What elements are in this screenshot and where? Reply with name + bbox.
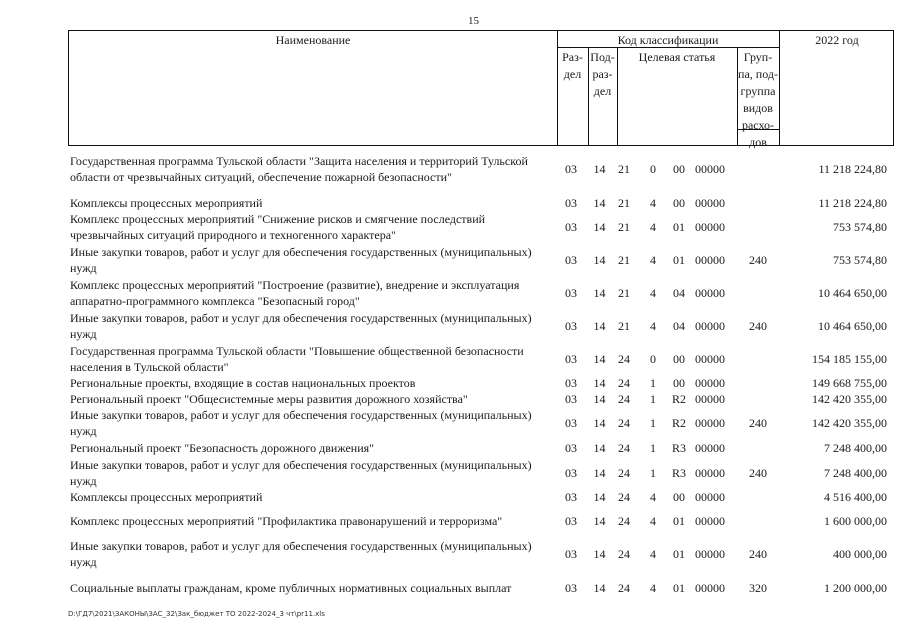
row-podrazdel: 14: [593, 286, 606, 300]
row-name: Иные закупки товаров, работ и услуг для обеспечения государственных (муниципальных) нужд: [70, 245, 532, 275]
row-measure-code: 00: [673, 352, 685, 366]
row-measure-code: 01: [673, 220, 685, 234]
footer-file-path: D:\ГД7\2021\ЗАКОНЫ\ЗАС_32\Зак_бюджет ТО 2022-2024_3 чт\pr11.xls: [68, 610, 325, 618]
row-amount: 10 464 650,00: [818, 319, 887, 333]
row-subprogram-code: 1: [650, 392, 656, 406]
row-program-code: 24: [618, 392, 630, 406]
row-amount: 1 200 000,00: [824, 581, 887, 595]
row-name: Иные закупки товаров, работ и услуг для обеспечения государственных (муниципальных) нужд: [70, 311, 532, 341]
row-direction-code: 00000: [695, 319, 725, 333]
header-podrazdel: Под- раз- дел: [590, 50, 615, 98]
table-row: [0, 407, 905, 439]
row-direction-code: 00000: [695, 490, 725, 504]
page-number: 15: [468, 15, 479, 27]
row-program-code: 21: [618, 286, 630, 300]
table-row: [0, 211, 905, 243]
row-program-code: 24: [618, 490, 630, 504]
row-amount: 10 464 650,00: [818, 286, 887, 300]
header-code-classification: Код классификации: [617, 33, 719, 47]
row-podrazdel: 14: [593, 466, 606, 480]
row-measure-code: 01: [673, 581, 685, 595]
row-program-code: 21: [618, 253, 630, 267]
row-direction-code: 00000: [695, 162, 725, 176]
row-measure-code: 04: [673, 319, 685, 333]
row-razdel: 03: [565, 466, 577, 480]
row-razdel: 03: [565, 376, 577, 390]
row-name: Иные закупки товаров, работ и услуг для обеспечения государственных (муниципальных) нужд: [70, 408, 532, 438]
row-name: Региональные проекты, входящие в состав национальных проектов: [70, 376, 416, 390]
row-name: Социальные выплаты гражданам, кроме публичных нормативных социальных выплат: [70, 581, 512, 595]
table-row: [0, 513, 905, 529]
row-razdel: 03: [565, 253, 577, 267]
row-podrazdel: 14: [593, 220, 606, 234]
row-name: Иные закупки товаров, работ и услуг для обеспечения государственных (муниципальных) нужд: [70, 458, 532, 488]
row-razdel: 03: [565, 162, 577, 176]
row-amount: 400 000,00: [833, 547, 887, 561]
row-measure-code: 01: [673, 547, 685, 561]
row-podrazdel: 14: [593, 376, 606, 390]
row-razdel: 03: [565, 416, 577, 430]
header-name: Наименование: [275, 33, 351, 47]
row-program-code: 24: [618, 441, 630, 455]
row-subprogram-code: 4: [650, 581, 656, 595]
row-expense-type: 240: [749, 547, 767, 561]
table-row: [0, 375, 905, 391]
table-row: [0, 244, 905, 276]
row-program-code: 24: [618, 376, 630, 390]
row-podrazdel: 14: [593, 162, 606, 176]
row-name: Комплекс процессных мероприятий "Построение (развитие), внедрение и эксплуатация аппаратно-программного комплекса "Безопасный город": [70, 278, 520, 308]
row-amount: 7 248 400,00: [824, 466, 887, 480]
row-program-code: 24: [618, 514, 630, 528]
row-name: Региональный проект "Безопасность дорожного движения": [70, 441, 375, 455]
row-measure-code: R3: [671, 441, 686, 455]
table-row: [0, 343, 905, 375]
row-subprogram-code: 0: [650, 162, 656, 176]
row-measure-code: R2: [671, 392, 686, 406]
row-expense-type: 240: [749, 253, 767, 267]
row-direction-code: 00000: [695, 220, 725, 234]
row-measure-code: 00: [673, 490, 685, 504]
row-subprogram-code: 0: [650, 352, 656, 366]
row-amount: 4 516 400,00: [824, 490, 887, 504]
row-subprogram-code: 4: [650, 319, 656, 333]
row-name: Иные закупки товаров, работ и услуг для обеспечения государственных (муниципальных) нужд: [70, 539, 532, 569]
row-subprogram-code: 1: [650, 376, 656, 390]
row-subprogram-code: 4: [650, 286, 656, 300]
header-celevaya-statya: Целевая статья: [638, 50, 716, 64]
row-razdel: 03: [565, 581, 577, 595]
table-row: [0, 580, 905, 596]
row-program-code: 21: [618, 162, 630, 176]
row-razdel: 03: [565, 392, 577, 406]
row-subprogram-code: 4: [650, 547, 656, 561]
row-direction-code: 00000: [695, 376, 725, 390]
row-amount: 154 185 155,00: [812, 352, 887, 366]
row-expense-type: 240: [749, 319, 767, 333]
row-podrazdel: 14: [593, 490, 606, 504]
row-direction-code: 00000: [695, 466, 725, 480]
row-podrazdel: 14: [593, 547, 606, 561]
row-razdel: 03: [565, 490, 577, 504]
table-row: [0, 277, 905, 309]
row-razdel: 03: [565, 352, 577, 366]
header-gruppa-vidov: Груп- па, под- группа видов расхо- дов: [738, 50, 778, 149]
row-program-code: 24: [618, 547, 630, 561]
row-direction-code: 00000: [695, 286, 725, 300]
row-measure-code: 01: [673, 514, 685, 528]
row-direction-code: 00000: [695, 581, 725, 595]
table-row: [0, 457, 905, 489]
table-row: [0, 391, 905, 407]
table-row: [0, 538, 905, 570]
row-amount: 1 600 000,00: [824, 514, 887, 528]
row-podrazdel: 14: [593, 352, 606, 366]
table-row: [0, 195, 905, 211]
row-subprogram-code: 1: [650, 416, 656, 430]
row-measure-code: 04: [673, 286, 685, 300]
row-name: Комплексы процессных мероприятий: [70, 490, 263, 504]
row-direction-code: 00000: [695, 514, 725, 528]
row-amount: 11 218 224,80: [818, 196, 887, 210]
row-subprogram-code: 4: [650, 253, 656, 267]
row-amount: 753 574,80: [833, 253, 887, 267]
row-direction-code: 00000: [695, 253, 725, 267]
row-amount: 142 420 355,00: [812, 416, 887, 430]
table-row: [0, 489, 905, 505]
row-razdel: 03: [565, 286, 577, 300]
row-direction-code: 00000: [695, 547, 725, 561]
row-program-code: 24: [618, 581, 630, 595]
row-expense-type: 240: [749, 416, 767, 430]
row-name: Региональный проект "Общесистемные меры развития дорожного хозяйства": [70, 392, 468, 406]
row-program-code: 24: [618, 466, 630, 480]
row-amount: 142 420 355,00: [812, 392, 887, 406]
row-subprogram-code: 1: [650, 441, 656, 455]
row-podrazdel: 14: [593, 196, 606, 210]
row-razdel: 03: [565, 547, 577, 561]
row-measure-code: R2: [671, 416, 686, 430]
row-direction-code: 00000: [695, 392, 725, 406]
row-expense-type: 320: [749, 581, 767, 595]
row-direction-code: 00000: [695, 352, 725, 366]
row-name: Комплексы процессных мероприятий: [70, 196, 263, 210]
row-amount: 149 668 755,00: [812, 376, 887, 390]
header-year: 2022 год: [815, 33, 859, 47]
row-program-code: 21: [618, 196, 630, 210]
row-podrazdel: 14: [593, 416, 606, 430]
row-razdel: 03: [565, 220, 577, 234]
row-direction-code: 00000: [695, 196, 725, 210]
row-podrazdel: 14: [593, 441, 606, 455]
row-subprogram-code: 4: [650, 514, 656, 528]
row-podrazdel: 14: [593, 392, 606, 406]
row-subprogram-code: 4: [650, 196, 656, 210]
row-program-code: 24: [618, 352, 630, 366]
row-subprogram-code: 4: [650, 490, 656, 504]
table-row: [0, 310, 905, 342]
row-measure-code: 00: [673, 196, 685, 210]
header-razdel: Раз- дел: [562, 50, 583, 81]
row-subprogram-code: 1: [650, 466, 656, 480]
row-name: Комплекс процессных мероприятий "Снижение рисков и смягчение последствий чрезвычайных ситуаций природного и техногенного характера": [70, 212, 486, 242]
row-program-code: 21: [618, 220, 630, 234]
row-podrazdel: 14: [593, 319, 606, 333]
row-amount: 11 218 224,80: [818, 162, 887, 176]
row-subprogram-code: 4: [650, 220, 656, 234]
row-program-code: 24: [618, 416, 630, 430]
table-header: [68, 30, 894, 149]
row-direction-code: 00000: [695, 441, 725, 455]
row-measure-code: 00: [673, 162, 685, 176]
row-amount: 753 574,80: [833, 220, 887, 234]
row-name: Государственная программа Тульской области "Защита населения и территорий Тульской области от чрезвычайных ситуаций, обеспечение пожарной безопасности": [70, 154, 528, 184]
table-row: [0, 440, 905, 456]
row-podrazdel: 14: [593, 581, 606, 595]
row-podrazdel: 14: [593, 514, 606, 528]
row-razdel: 03: [565, 319, 577, 333]
row-razdel: 03: [565, 441, 577, 455]
row-measure-code: 00: [673, 376, 685, 390]
row-direction-code: 00000: [695, 416, 725, 430]
row-expense-type: 240: [749, 466, 767, 480]
row-razdel: 03: [565, 514, 577, 528]
table-row: [0, 153, 905, 185]
row-measure-code: 01: [673, 253, 685, 267]
row-amount: 7 248 400,00: [824, 441, 887, 455]
row-measure-code: R3: [671, 466, 686, 480]
row-program-code: 21: [618, 319, 630, 333]
row-name: Государственная программа Тульской области "Повышение общественной безопасности населения в Тульской области": [70, 344, 524, 374]
row-name: Комплекс процессных мероприятий "Профилактика правонарушений и терроризма": [70, 514, 503, 528]
row-razdel: 03: [565, 196, 577, 210]
row-podrazdel: 14: [593, 253, 606, 267]
